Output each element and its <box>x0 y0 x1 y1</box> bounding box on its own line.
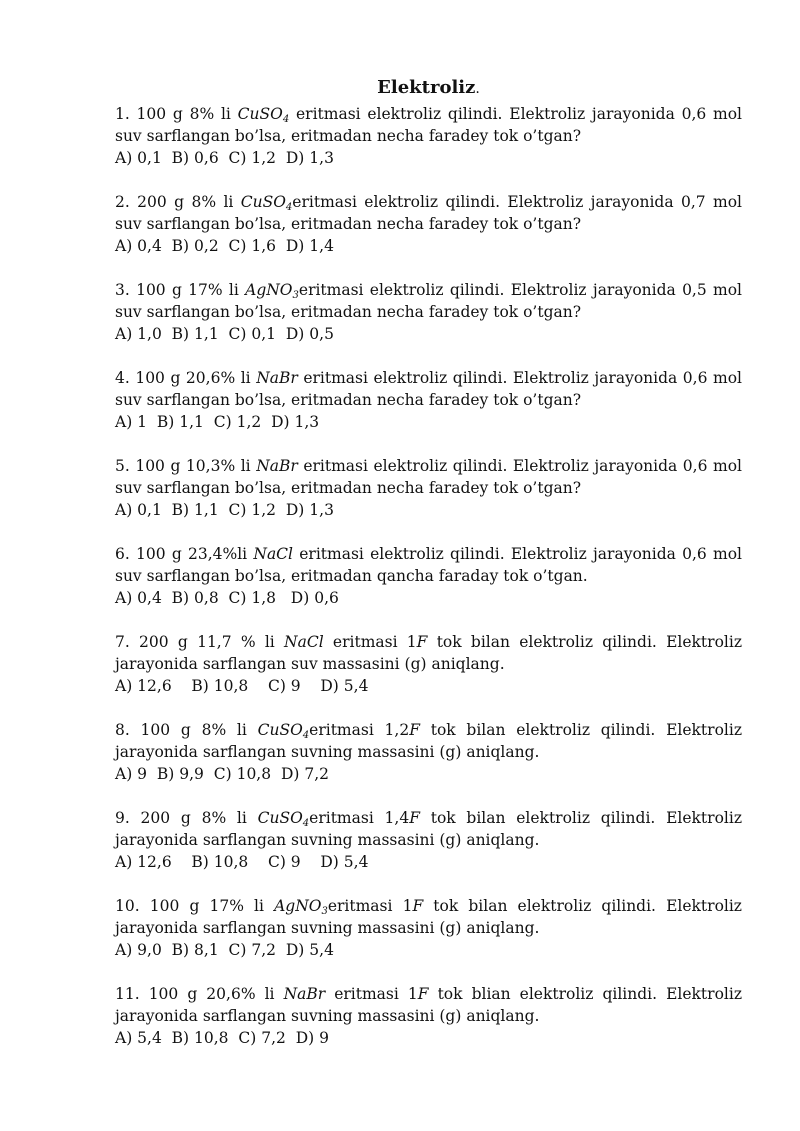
faraday-unit: F <box>409 809 420 827</box>
question-prefix: 4. 100 g 20,6% li <box>115 369 257 387</box>
question-prefix: 3. 100 g 17% li <box>115 281 246 299</box>
question-body: tok blian elektroliz qilindi. Elektroliz jarayonida sarflangan suvning massasini (g) aniqlang. <box>115 985 742 1025</box>
faraday-unit: F <box>412 897 424 915</box>
question-body: eritmasi elektroliz qilindi. Elektroliz jarayonida 0,6 mol suv sarflangan bo’lsa, eritmadan qancha faraday tok o’tgan. <box>115 545 742 585</box>
answer-options: A) 0,1 B) 0,6 C) 1,2 D) 1,3 <box>115 149 334 167</box>
answer-options: A) 9 B) 9,9 C) 10,8 D) 7,2 <box>115 765 330 783</box>
question-text <box>115 103 742 147</box>
question-prefix: 9. 200 g 8% li <box>115 809 258 827</box>
formula-subscript: 4 <box>302 818 310 829</box>
question-prefix: 7. 200 g 11,7 % li <box>115 633 285 651</box>
question-body: eritmasi elektroliz qilindi. Elektroliz jarayonida 0,6 mol suv sarflangan bo’lsa, eritmadan necha faradey tok o’tgan? <box>115 369 742 409</box>
question-item <box>115 103 742 169</box>
question-text <box>115 719 742 763</box>
question-item <box>115 631 742 697</box>
question-item <box>115 543 742 609</box>
question-middle: eritmasi 1,4 <box>309 809 410 827</box>
question-body: eritmasi elektroliz qilindi. Elektroliz jarayonida 0,7 mol suv sarflangan bo’lsa, eritmadan necha faradey tok o’tgan? <box>115 193 742 233</box>
question-item <box>115 367 742 433</box>
formula-subscript: 3 <box>292 290 299 301</box>
question-text <box>115 191 742 235</box>
page-title <box>115 76 742 101</box>
chemical-formula: AgNO <box>274 897 322 915</box>
chemical-formula: NaCl <box>284 633 324 651</box>
faraday-unit: F <box>409 721 420 739</box>
question-item <box>115 895 742 961</box>
question-prefix: 1. 100 g 8% li <box>115 105 238 123</box>
question-prefix: 8. 100 g 8% li <box>115 721 258 739</box>
answer-options: A) 1,0 B) 1,1 C) 0,1 D) 0,5 <box>115 325 334 343</box>
chemical-formula: AgNO <box>245 281 293 299</box>
answer-options: A) 0,1 B) 1,1 C) 1,2 D) 1,3 <box>115 501 334 519</box>
question-prefix: 2. 200 g 8% li <box>115 193 241 211</box>
chemical-formula: CuSO <box>237 105 283 123</box>
question-item <box>115 983 742 1049</box>
question-middle: eritmasi 1 <box>325 985 418 1003</box>
question-item <box>115 719 742 785</box>
chemical-formula: NaBr <box>283 985 326 1003</box>
answer-options: A) 5,4 B) 10,8 C) 7,2 D) 9 <box>115 1029 330 1047</box>
question-middle: eritmasi 1 <box>327 897 413 915</box>
formula-subscript: 4 <box>282 114 290 125</box>
faraday-unit: F <box>416 633 428 651</box>
question-prefix: 10. 100 g 17% li <box>115 897 275 915</box>
question-prefix: 11. 100 g 20,6% li <box>115 985 284 1003</box>
question-body: tok bilan elektroliz qilindi. Elektroliz jarayonida sarflangan suvning massasini (g) aniqlang. <box>115 721 742 761</box>
question-text <box>115 543 742 587</box>
question-text <box>115 983 742 1027</box>
chemical-formula: NaBr <box>256 457 298 475</box>
answer-options: A) 1 B) 1,1 C) 1,2 D) 1,3 <box>115 413 320 431</box>
title-text: Elektroliz <box>377 77 476 98</box>
question-body: tok bilan elektroliz qilindi. Elektroliz jarayonida sarflangan suvning massasini (g) aniqlang. <box>115 897 742 937</box>
question-item <box>115 279 742 345</box>
chemical-formula: CuSO <box>257 809 303 827</box>
question-list <box>115 103 742 1049</box>
question-text <box>115 279 742 323</box>
question-text <box>115 455 742 499</box>
answer-options: A) 0,4 B) 0,8 C) 1,8 D) 0,6 <box>115 589 339 607</box>
question-prefix: 6. 100 g 23,4%li <box>115 545 254 563</box>
chemical-formula: CuSO <box>240 193 286 211</box>
question-text <box>115 367 742 411</box>
faraday-unit: F <box>417 985 429 1003</box>
question-body: eritmasi elektroliz qilindi. Elektroliz jarayonida 0,6 mol suv sarflangan bo’lsa, eritmadan necha faradey tok o’tgan? <box>115 457 742 497</box>
answer-options: A) 9,0 B) 8,1 C) 7,2 D) 5,4 <box>115 941 334 959</box>
question-body: eritmasi elektroliz qilindi. Elektroliz jarayonida 0,5 mol suv sarflangan bo’lsa, eritmadan necha faradey tok o’tgan? <box>115 281 742 321</box>
question-text <box>115 807 742 851</box>
formula-subscript: 4 <box>302 730 310 741</box>
title-period: . <box>475 81 480 97</box>
answer-options: A) 12,6 B) 10,8 C) 9 D) 5,4 <box>115 853 369 871</box>
question-body: eritmasi elektroliz qilindi. Elektroliz jarayonida 0,6 mol suv sarflangan bo’lsa, eritmadan necha faradey tok o’tgan? <box>115 105 742 145</box>
question-item <box>115 807 742 873</box>
chemical-formula: NaCl <box>253 545 293 563</box>
question-item <box>115 455 742 521</box>
chemical-formula: CuSO <box>257 721 303 739</box>
question-body: tok bilan elektroliz qilindi. Elektroliz jarayonida sarflangan suvning massasini (g) aniqlang. <box>115 809 742 849</box>
question-body: tok bilan elektroliz qilindi. Elektroliz jarayonida sarflangan suv massasini (g) aniqlang. <box>115 633 742 673</box>
question-text <box>115 631 742 675</box>
question-middle: eritmasi 1 <box>323 633 417 651</box>
formula-subscript: 4 <box>285 202 293 213</box>
question-prefix: 5. 100 g 10,3% li <box>115 457 257 475</box>
question-item <box>115 191 742 257</box>
question-middle: eritmasi 1,2 <box>309 721 410 739</box>
question-text <box>115 895 742 939</box>
formula-subscript: 3 <box>321 906 328 917</box>
answer-options: A) 12,6 B) 10,8 C) 9 D) 5,4 <box>115 677 369 695</box>
chemical-formula: NaBr <box>256 369 298 387</box>
answer-options: A) 0,4 B) 0,2 C) 1,6 D) 1,4 <box>115 237 334 255</box>
